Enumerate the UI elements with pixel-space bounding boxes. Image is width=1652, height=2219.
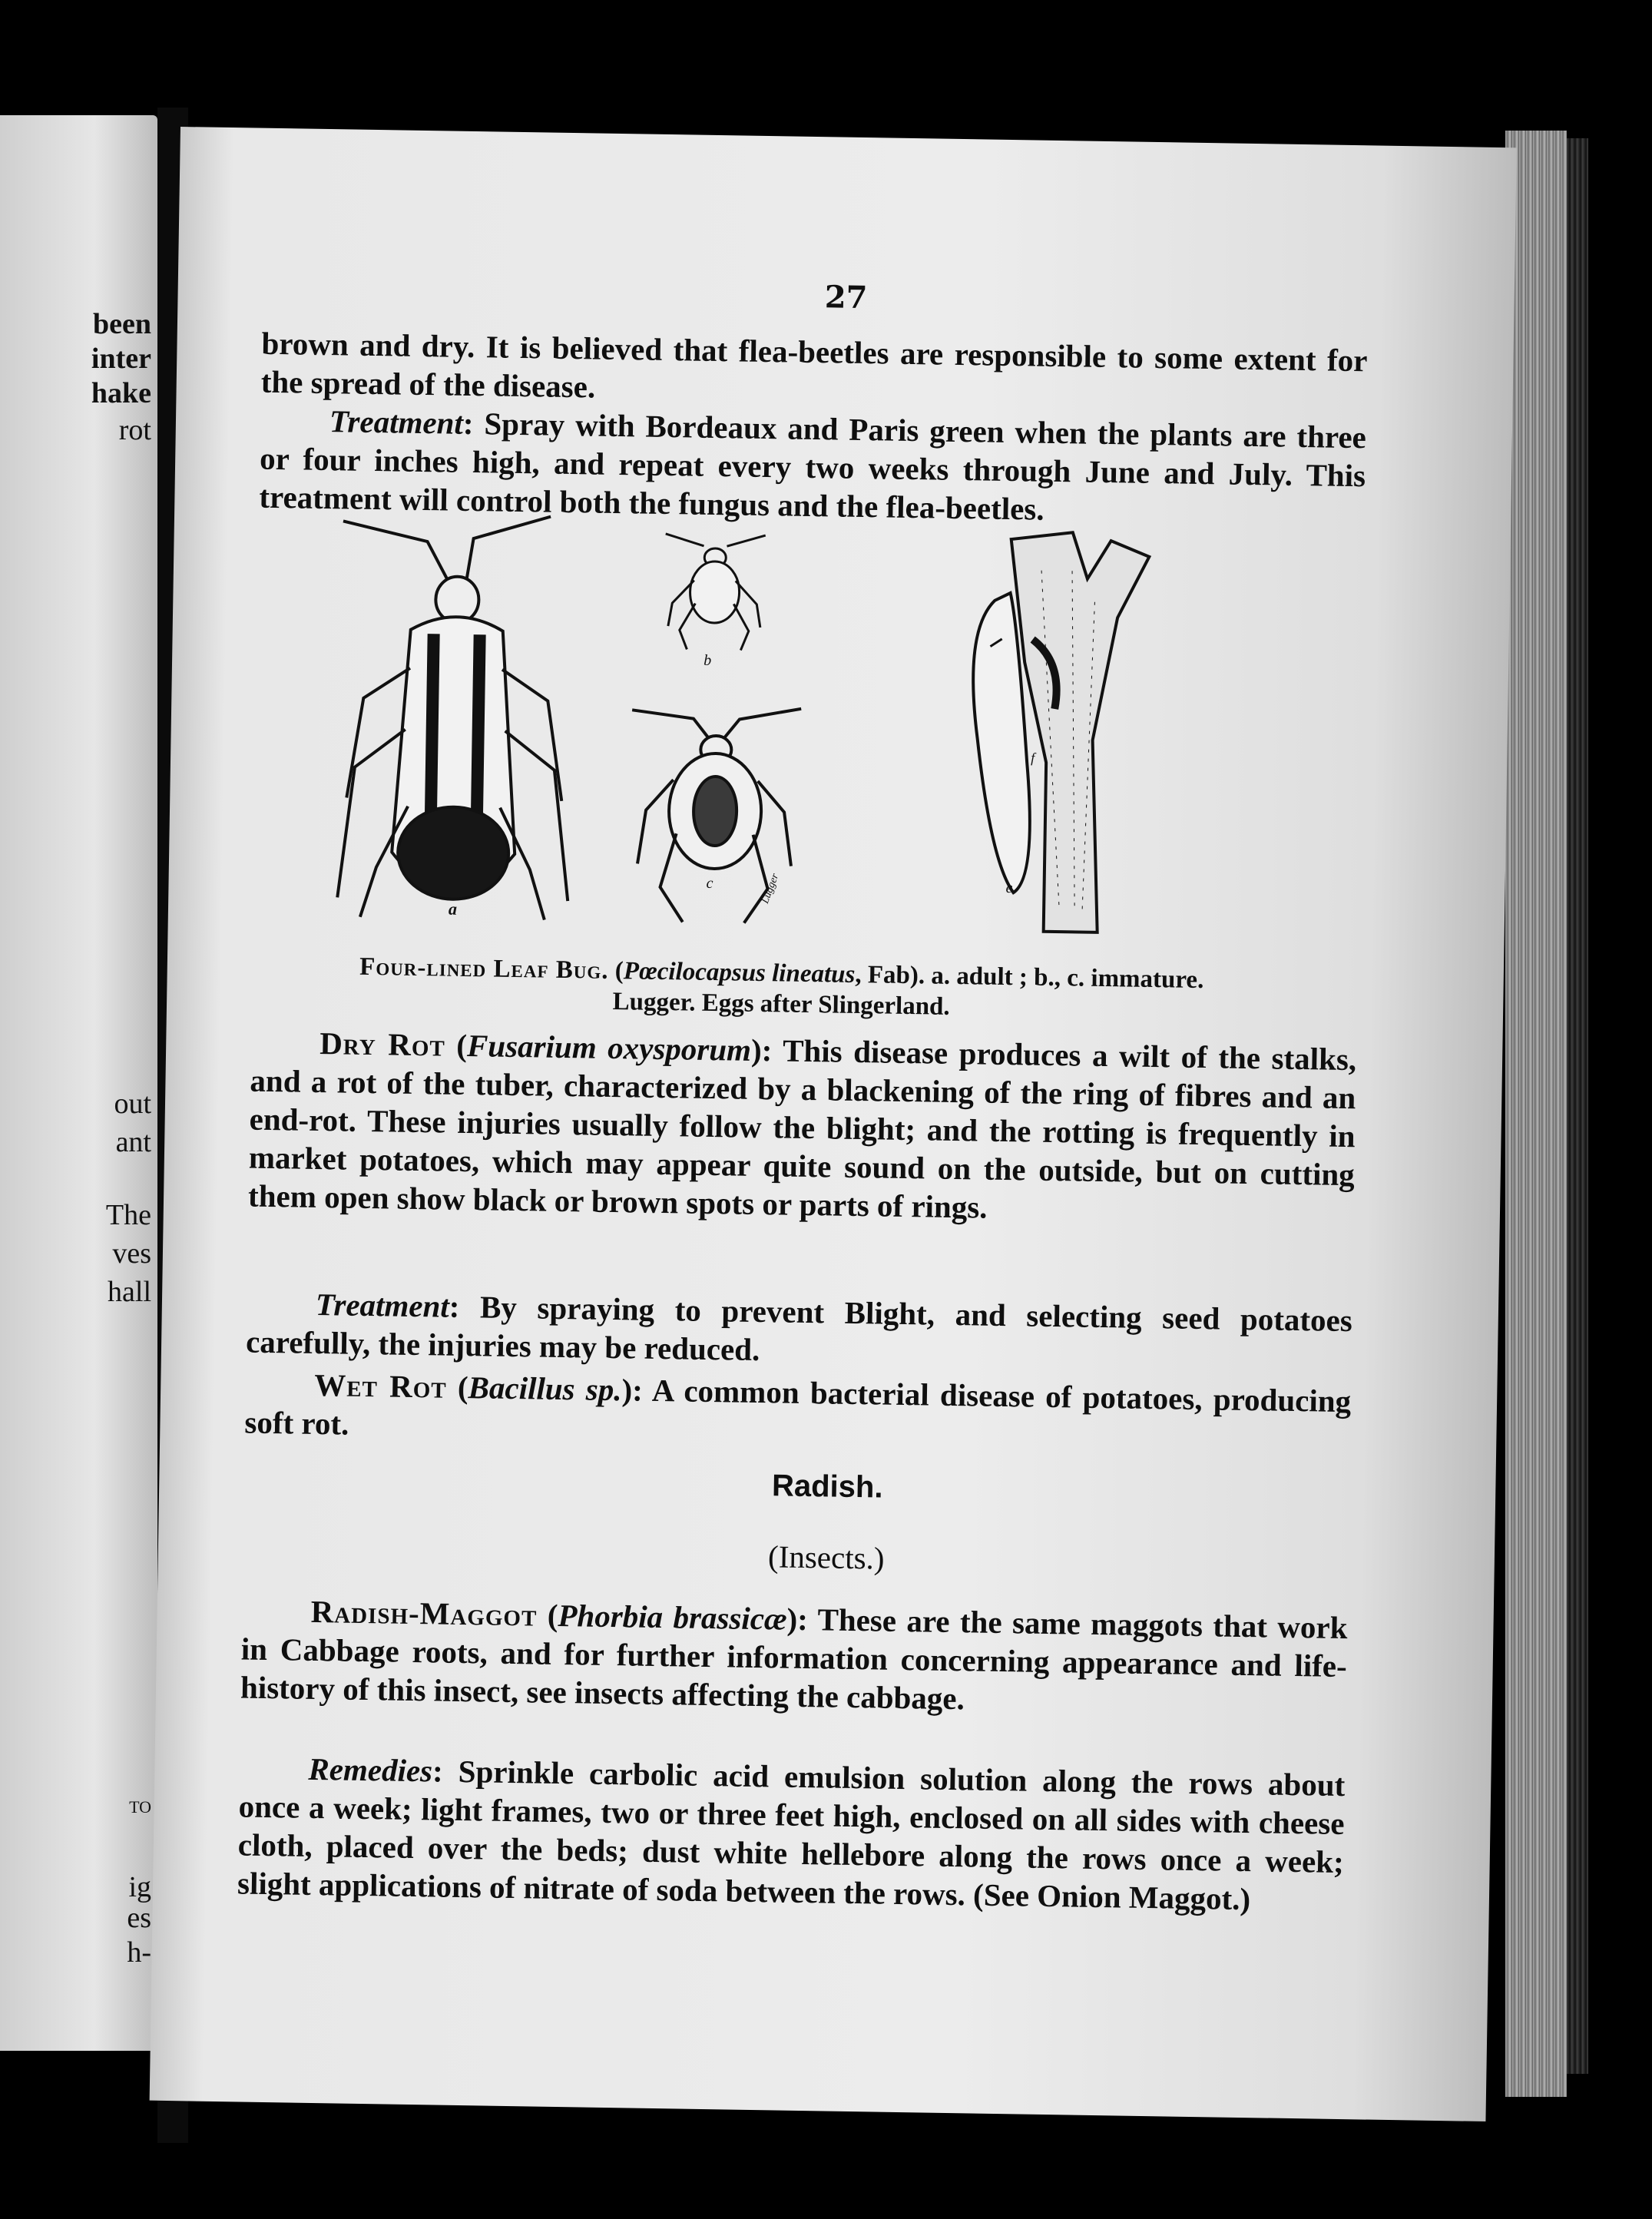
radish-maggot-label: Radish-Maggot: [310, 1593, 538, 1633]
paragraph-treatment-2: [246, 1284, 1352, 1379]
treatment-label: Treatment: [315, 1286, 450, 1324]
left-text-fragment: h-: [127, 1936, 151, 1969]
leaf-bug-drawing: [230, 496, 1373, 944]
paragraph-remedies: [237, 1748, 1346, 1919]
left-text-fragment: rot: [118, 414, 151, 446]
caption-rest: , Fab). a. adult ; b., c. immature.: [855, 960, 1204, 995]
remedies-label: Remedies: [308, 1750, 433, 1789]
left-page-fragment: [0, 115, 157, 2051]
wet-rot-text: : A common bacterial disease of potatoes, producing soft rot.: [244, 1372, 1352, 1442]
left-text-fragment: hake: [91, 377, 151, 409]
left-text-fragment: ves: [112, 1237, 151, 1270]
wet-rot-label: Wet Rot: [313, 1366, 448, 1405]
left-text-fragment: hall: [108, 1276, 151, 1308]
treatment-label: Treatment: [329, 403, 464, 441]
insects-heading: (Insects.): [767, 1538, 885, 1576]
figure-label-a: a: [448, 899, 458, 919]
immature-bug-b-drawing: [664, 534, 765, 651]
radish-maggot-species: Phorbia brassicæ: [558, 1597, 787, 1637]
left-text-fragment: ig: [128, 1871, 151, 1903]
paragraph-dry-rot: Dry Rot (Fusarium oxysporum): This disease produces a wilt of the stalks, and a rot of the tuber, characterized by a blackening of the ring of fibres and an end-rot. These injuries usually follow the blight; and the rotting is frequently in market potatoes, which may appear quite sound on the outside, but on cutting them open show black or brown spots or parts of rings.: [247, 1025, 1357, 1225]
engraver-signature: Lugger: [759, 872, 782, 906]
figure-label-f: f: [1031, 750, 1035, 766]
adult-bug-drawing: [337, 513, 574, 920]
figure-label-b: b: [703, 651, 712, 669]
radish-heading: Radish.: [771, 1469, 883, 1505]
caption-line2: Lugger. Eggs after Slingerland.: [612, 987, 950, 1021]
paragraph-text: brown and dry. It is believed that flea-beetles are responsible to some extent for the spread of the disease.: [260, 325, 1368, 405]
leaf-bug-illustration: [230, 496, 1373, 944]
caption-name: Four-lined Leaf Bug.: [359, 952, 609, 985]
treatment-text: : By spraying to prevent Blight, and selecting seed potatoes carefully, the injuries may be reduced.: [245, 1288, 1353, 1368]
dry-rot-text: : This disease produces a wilt of the stalks, and a rot of the tuber, characterized by a blackening of the ring of fibres and an end-rot. These injuries usually follow the blight; and the rotting is frequently in market potatoes, which may appear quite sound on the outside, but on cutting them open show black or brown spots or parts of rings.: [247, 1032, 1357, 1225]
dry-rot-species: Fusarium oxysporum: [466, 1028, 752, 1068]
figure-caption: Four-lined Leaf Bug. (Pœcilocapsus lineatus, Fab). a. adult ; b., c. immature. Lugger. Eggs after Slingerland.: [359, 952, 1204, 1021]
paragraph-radish-maggot: Radish-Maggot (Phorbia brassicæ): These are the same maggots that work in Cabbage roots, and for further information concerning appearance and life-history of this insect, see insects affecting the cabbage.: [240, 1593, 1348, 1717]
wet-rot-species: Bacillus sp.: [468, 1369, 622, 1408]
left-text-fragment: been: [93, 308, 151, 340]
book-page: [150, 127, 1517, 2121]
left-text-fragment: inter: [91, 343, 151, 375]
treatment-text: : Spray with Bordeaux and Paris green when the plants are three or four inches high, and repeat every two weeks through June and July. This treatment will control both the fungus and the flea-beetles.: [259, 405, 1367, 527]
radish-maggot-text: : These are the same maggots that work in Cabbage roots, and for further information concerning appearance and life-history of this insect, see insects affecting the cabbage.: [240, 1601, 1348, 1717]
figure-label-c: c: [706, 874, 713, 893]
remedies-text: : Sprinkle carbolic acid emulsion solution along the rows about once a week; light frames, two or three feet high, enclosed on all sides with cheese cloth, placed over the beds; dust white hellebore along the rows once a week; slight applications of nitrate of soda between the rows. (See Onion Maggot.): [237, 1753, 1346, 1917]
page-number: 27: [824, 279, 868, 316]
page-edges: [1505, 131, 1567, 2097]
book-cover-edge: [1567, 138, 1588, 2074]
left-text-fragment: out: [114, 1088, 151, 1120]
left-text-fragment: ant: [115, 1126, 151, 1158]
paragraph-wet-rot: Wet Rot (Bacillus sp.): A common bacterial disease of potatoes, producing soft rot.: [244, 1366, 1352, 1442]
dry-rot-label: Dry Rot: [319, 1025, 446, 1063]
caption-species: Pœcilocapsus lineatus: [623, 957, 856, 989]
left-text-fragment: TO: [129, 1797, 151, 1817]
plant-stem-drawing: [969, 531, 1150, 932]
left-text-fragment: The: [105, 1199, 151, 1231]
left-text-fragment: es: [127, 1902, 151, 1934]
figure-label-e: e: [1005, 879, 1013, 897]
